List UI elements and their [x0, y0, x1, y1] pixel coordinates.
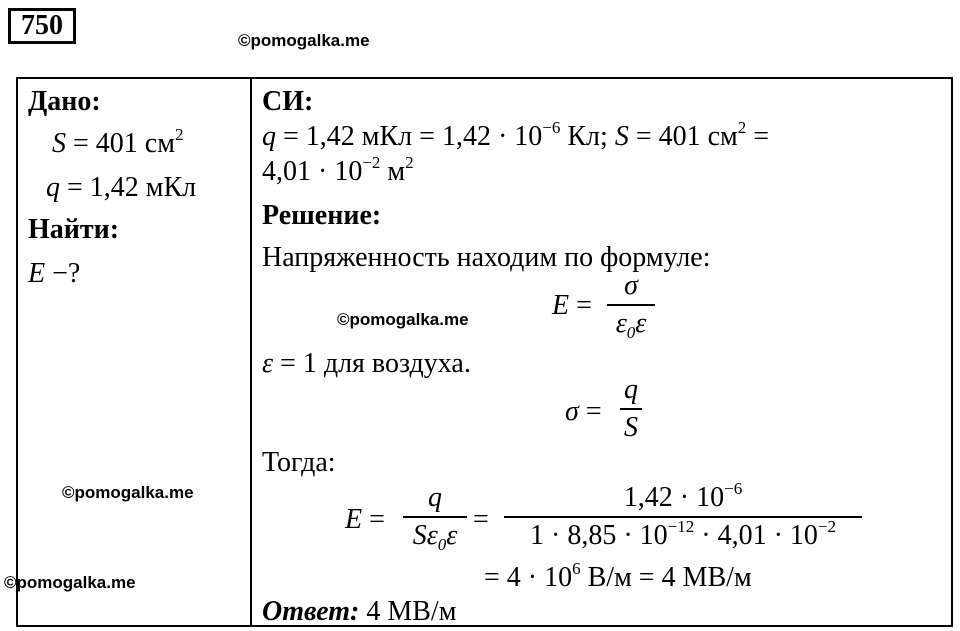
watermark: ©pomogalka.me — [337, 310, 469, 329]
si-line-1 — [262, 118, 770, 153]
result-exp: 6 — [572, 559, 581, 578]
fraction-bar — [403, 516, 467, 518]
fraction-bar — [607, 304, 655, 306]
area-exp: 2 — [174, 125, 184, 144]
f3d2e1: −12 — [667, 517, 695, 536]
si-heading: СИ: — [262, 86, 314, 117]
watermark: ©pomogalka.me — [4, 573, 136, 592]
epsilon-text: = 1 для воздуха. — [273, 348, 471, 379]
formula1-lhs — [552, 290, 592, 322]
si-exp-1: −6 — [542, 118, 561, 137]
si-l2-unit: м — [380, 156, 406, 187]
epsilon-var: ε — [262, 348, 274, 379]
f3da: S — [412, 520, 427, 551]
find-value — [28, 258, 80, 290]
si-unit-text: Кл; — [560, 121, 615, 152]
d1sub: 0 — [626, 323, 636, 342]
solution-intro: Напряженность находим по формуле: — [262, 242, 711, 273]
si-s-var: S — [614, 121, 629, 152]
watermark: ©pomogalka.me — [238, 31, 370, 50]
formula2-numerator: q — [624, 374, 638, 405]
formula2-lhs — [565, 396, 602, 428]
f3d2b: · 4,01 · 10 — [694, 520, 818, 551]
d1a: ε — [615, 308, 627, 339]
f3n2a: 1,42 · 10 — [623, 482, 725, 513]
formula1-fraction — [607, 270, 655, 340]
find-heading: Найти: — [28, 214, 120, 245]
formula3-lhs — [345, 504, 385, 536]
f3n2exp: −6 — [724, 479, 743, 498]
d1b: ε — [635, 308, 647, 339]
find-rest: −? — [45, 258, 81, 289]
formula3-den1 — [403, 520, 467, 552]
solution-heading: Решение: — [262, 200, 382, 231]
answer-line — [262, 596, 456, 628]
si-exp-2: 2 — [737, 118, 747, 137]
si-s-text: = 401 см — [628, 121, 738, 152]
f3d2a: 1 · 8,85 · 10 — [530, 520, 668, 551]
formula2-sigma: σ — [565, 396, 579, 427]
formula2-denominator: S — [624, 412, 638, 443]
result-a: = 4 · 10 — [484, 562, 573, 593]
formula3-fraction1 — [403, 482, 467, 552]
f3d2e2: −2 — [817, 517, 836, 536]
formula3-num2 — [504, 479, 862, 514]
f3db: ε — [426, 520, 438, 551]
formula1-denominator — [607, 308, 655, 340]
column-divider — [250, 77, 252, 627]
si-l2-exp2: 2 — [405, 153, 414, 172]
given-area — [52, 125, 184, 160]
formula3-den2 — [504, 517, 862, 552]
formula3-num1: q — [428, 482, 442, 513]
formula3-eq: = — [362, 504, 385, 535]
formula2-fraction — [620, 374, 642, 444]
epsilon-line — [262, 348, 471, 380]
problem-number: 750 — [8, 8, 76, 44]
result-line — [484, 559, 752, 594]
f3dc: ε — [446, 520, 458, 551]
answer-label: Ответ: — [262, 596, 360, 627]
result-b: В/м = 4 МВ/м — [580, 562, 752, 593]
si-eq: = — [746, 121, 770, 152]
si-q-var: q — [262, 121, 276, 152]
charge-value: = 1,42 мКл — [60, 172, 197, 203]
formula2-eq: = — [578, 396, 602, 427]
find-var: E — [28, 258, 46, 289]
formula3-eq2: = — [473, 504, 489, 535]
formula1-eq: = — [569, 290, 592, 321]
then-label: Тогда: — [262, 447, 336, 478]
si-l2-exp: −2 — [362, 153, 381, 172]
given-charge — [46, 172, 196, 204]
formula3-e: E — [345, 504, 363, 535]
fraction-bar — [620, 408, 642, 410]
si-l2-text: 4,01 · 10 — [262, 156, 363, 187]
charge-var: q — [46, 172, 60, 203]
area-value: = 401 см — [66, 128, 175, 159]
formula1-e: E — [552, 290, 570, 321]
si-q-text: = 1,42 мКл = 1,42 · 10 — [276, 121, 543, 152]
formula1-numerator: σ — [624, 270, 638, 301]
f3dsub: 0 — [437, 535, 447, 554]
area-var: S — [52, 128, 66, 159]
formula3-fraction2 — [504, 479, 862, 552]
si-line-2 — [262, 153, 414, 188]
given-heading: Дано: — [28, 86, 101, 117]
watermark: ©pomogalka.me — [62, 483, 194, 502]
answer-value: 4 МВ/м — [359, 596, 457, 627]
